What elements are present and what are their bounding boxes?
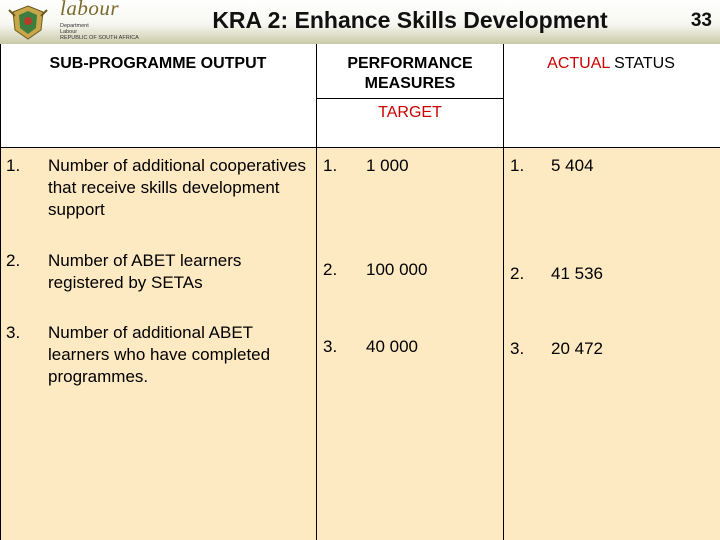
output-text: Number of additional cooperatives that receive skills development support — [48, 156, 306, 219]
header-divider — [316, 98, 504, 99]
logo-wordmark: labour — [60, 0, 120, 20]
page-number: 33 — [690, 10, 712, 31]
row-number: 1. — [6, 156, 21, 175]
output-text: Number of additional ABET learners who have completed programmes. — [48, 323, 271, 386]
column-header-actual-status — [500, 54, 720, 74]
logo-subtitle: Department Labour REPUBLIC OF SOUTH AFRICA — [60, 23, 139, 41]
slide-title: KRA 2: Enhance Skills Development — [212, 7, 608, 33]
header-bottom-rule — [0, 147, 720, 148]
column-header-sub-programme: SUB-PROGRAMME OUTPUT — [49, 55, 267, 72]
column-divider-2 — [503, 44, 504, 540]
status-label: STATUS — [609, 55, 675, 72]
table-left-border — [0, 44, 1, 540]
row-number: 2. — [6, 251, 21, 270]
actual-value: 41 536 — [551, 264, 603, 283]
row-number: 3. — [6, 323, 21, 342]
target-number: 2. — [323, 260, 338, 279]
column-divider-1 — [316, 44, 317, 540]
actual-value: 20 472 — [551, 339, 603, 358]
title-bar — [0, 0, 720, 44]
actual-label: ACTUAL — [547, 55, 610, 72]
actual-number: 2. — [510, 264, 525, 283]
column-header-target: TARGET — [378, 104, 442, 121]
target-value: 40 000 — [366, 337, 418, 356]
target-value: 100 000 — [366, 260, 428, 279]
actual-value: 5 404 — [551, 156, 594, 175]
column-header-performance-measures: PERFORMANCE MEASURES — [347, 55, 473, 92]
actual-number: 1. — [510, 156, 525, 175]
target-value: 1 000 — [366, 156, 409, 175]
output-text: Number of ABET learners registered by SETAs — [48, 251, 242, 292]
target-number: 3. — [323, 337, 338, 356]
target-number: 1. — [323, 156, 338, 175]
actual-number: 3. — [510, 339, 525, 358]
